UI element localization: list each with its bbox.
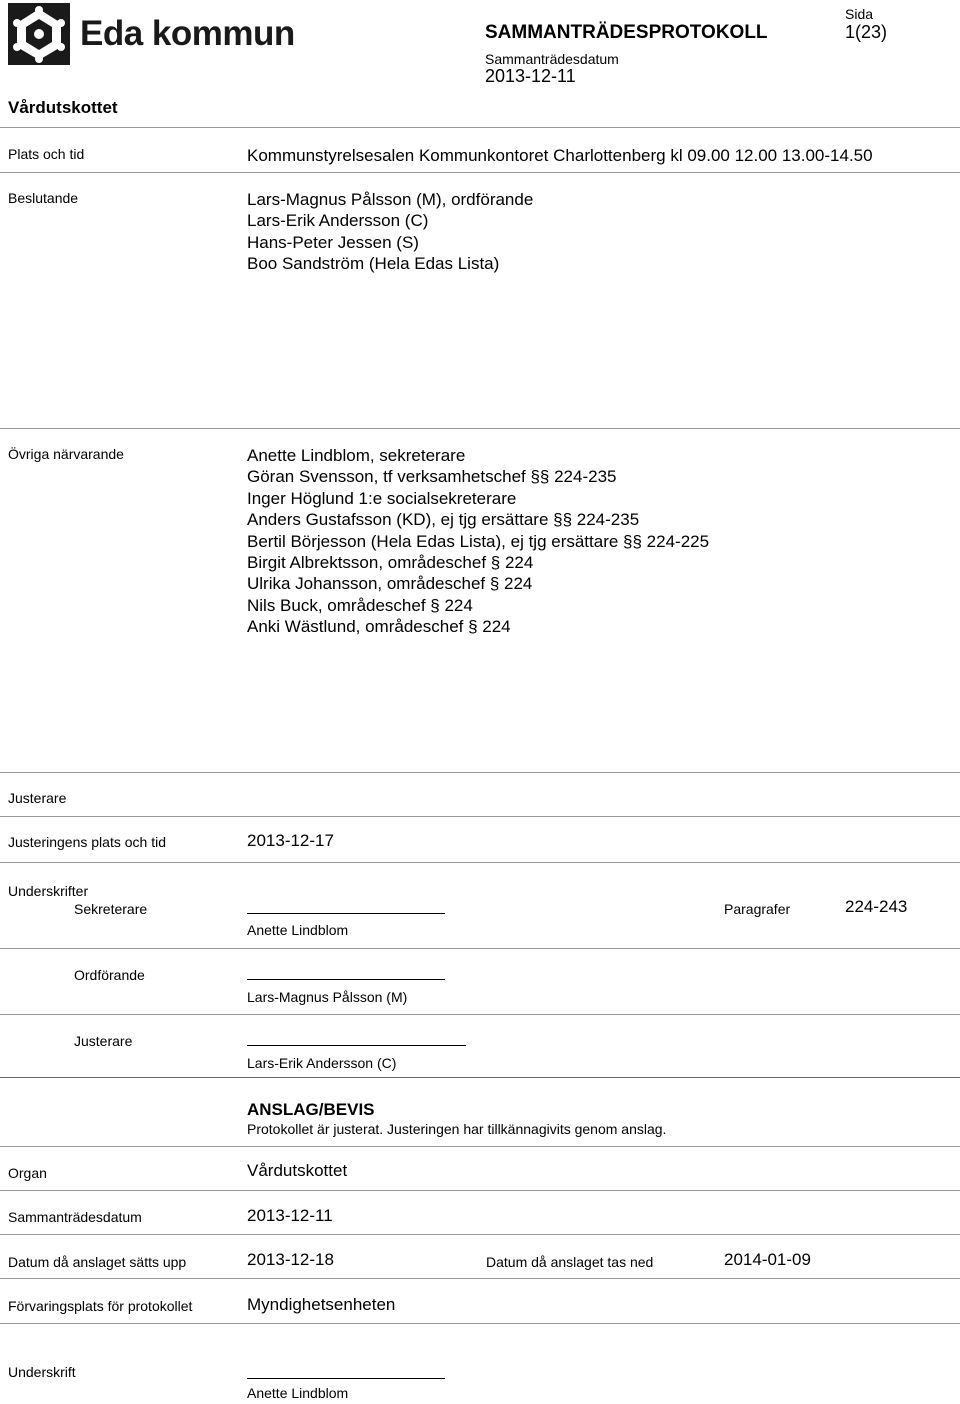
deciding-label: Beslutande <box>8 190 79 206</box>
divider <box>0 1077 960 1078</box>
member-item: Bertil Börjesson (Hela Edas Lista), ej tjg ersättare §§ 224-225 <box>247 531 710 551</box>
chair-name: Lars-Magnus Pålsson (M) <box>247 989 408 1005</box>
storage-label: Förvaringsplats för protokollet <box>8 1298 193 1314</box>
adjuster-label: Justerare <box>8 790 67 806</box>
notice-meeting-date-label: Sammanträdesdatum <box>8 1209 142 1225</box>
divider <box>0 948 960 949</box>
municipality-logo <box>8 3 70 65</box>
secretary-label: Sekreterare <box>74 901 148 917</box>
divider <box>0 1234 960 1235</box>
member-item: Birgit Albrektsson, områdeschef § 224 <box>247 553 534 573</box>
divider <box>0 1278 960 1279</box>
divider <box>0 1014 960 1015</box>
notice-text: Protokollet är justerat. Justeringen har tillkännagivits genom anslag. <box>247 1121 667 1137</box>
chair-label: Ordförande <box>74 967 145 983</box>
signature-line <box>247 1045 466 1046</box>
logo-text: Eda kommun <box>80 14 295 53</box>
divider <box>0 1323 960 1324</box>
member-item: Göran Svensson, tf verksamhetschef §§ 224-235 <box>247 467 617 487</box>
organ-label: Organ <box>8 1165 47 1181</box>
others-label: Övriga närvarande <box>8 446 124 462</box>
signature-name: Anette Lindblom <box>247 1385 349 1401</box>
paragraphs-value: 224-243 <box>845 897 908 916</box>
notice-title: ANSLAG/BEVIS <box>247 1100 375 1119</box>
divider <box>0 172 960 173</box>
storage-value: Myndighetsenheten <box>247 1295 396 1314</box>
adjust-place-label: Justeringens plats och tid <box>8 834 166 850</box>
adjuster-sign-label: Justerare <box>74 1033 133 1049</box>
place-value: Kommunstyrelsesalen Kommunkontoret Charlottenberg kl 09.00 12.00 13.00-14.50 <box>247 146 873 165</box>
divider <box>0 1146 960 1147</box>
paragraphs-label: Paragrafer <box>724 901 791 917</box>
removed-value: 2014-01-09 <box>724 1250 811 1269</box>
member-item: Boo Sandström (Hela Edas Lista) <box>247 254 500 274</box>
meeting-date-label: Sammanträdesdatum <box>485 51 619 67</box>
document-title: SAMMANTRÄDESPROTOKOLL <box>485 22 768 43</box>
deciding-members <box>247 189 533 275</box>
divider <box>0 862 960 863</box>
member-item: Anki Wästlund, områdeschef § 224 <box>247 617 511 637</box>
member-item: Hans-Peter Jessen (S) <box>247 232 419 252</box>
removed-label: Datum då anslaget tas ned <box>486 1254 654 1270</box>
divider <box>0 127 960 128</box>
meeting-date: 2013-12-11 <box>485 66 576 86</box>
posted-label: Datum då anslaget sätts upp <box>8 1254 187 1270</box>
member-item: Inger Höglund 1:e socialsekreterare <box>247 488 517 508</box>
place-label: Plats och tid <box>8 146 85 162</box>
organ-value: Vårdutskottet <box>247 1161 348 1180</box>
secretary-name: Anette Lindblom <box>247 922 349 938</box>
signatures-label: Underskrifter <box>8 883 89 899</box>
signature-label: Underskrift <box>8 1364 76 1380</box>
others-members <box>247 445 709 638</box>
member-item: Ulrika Johansson, områdeschef § 224 <box>247 574 533 594</box>
page-number: 1(23) <box>845 22 888 42</box>
notice-meeting-date-value: 2013-12-11 <box>247 1206 333 1225</box>
member-item: Lars-Erik Andersson (C) <box>247 211 429 231</box>
member-item: Lars-Magnus Pålsson (M), ordförande <box>247 190 534 209</box>
signature-line <box>247 913 445 914</box>
committee-name: Vårdutskottet <box>8 98 118 117</box>
member-item: Nils Buck, områdeschef § 224 <box>247 595 473 615</box>
divider <box>0 428 960 429</box>
member-item: Anders Gustafsson (KD), ej tjg ersättare §§ 224-235 <box>247 510 640 530</box>
divider <box>0 1190 960 1191</box>
posted-value: 2013-12-18 <box>247 1250 334 1269</box>
page-label: Sida <box>845 6 874 22</box>
divider <box>0 772 960 773</box>
adjuster-name: Lars-Erik Andersson (C) <box>247 1055 397 1071</box>
divider <box>0 816 960 817</box>
signature-line <box>247 979 445 980</box>
signature-line <box>247 1378 445 1379</box>
member-item: Anette Lindblom, sekreterare <box>247 446 466 465</box>
adjust-place-value: 2013-12-17 <box>247 831 334 850</box>
